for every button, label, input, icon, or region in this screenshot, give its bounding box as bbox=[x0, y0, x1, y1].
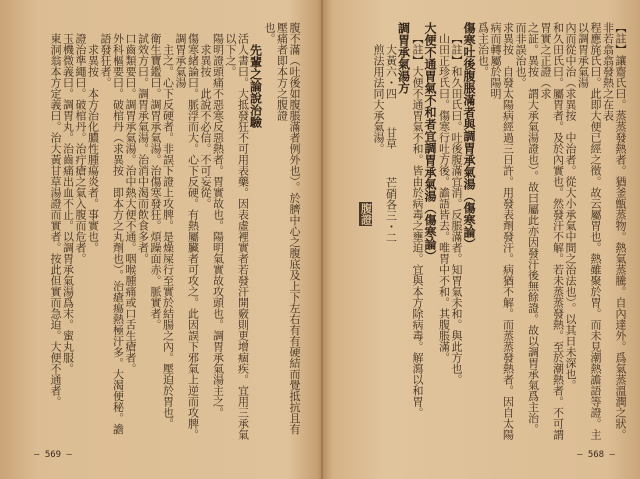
text-column: 求異按 本方治化膿性腫瘍炎者。事實也。 bbox=[86, 44, 100, 253]
text-column: 東洞翁本方定義曰。治大黃甘草湯證而實者。按此但實而急迫。大便不通者。 bbox=[49, 33, 62, 407]
text-column: 證治準繩曰。破棺丹。治疔瘡之氣入腹而危者。 bbox=[74, 33, 87, 264]
text-column: 試效方曰。調胃承氣湯。治消中渴而飲食多者。 bbox=[136, 33, 150, 264]
text-column: 山田正珍氏曰。傷寒行吐方後。譫語皆去。唯胃中不和。其腹脹滿。 bbox=[437, 33, 451, 363]
book-gutter bbox=[321, 0, 323, 479]
text-column: 衛生寶鑑曰。調胃承氣湯。治傷寒發狂。煩躁面赤。脈實者。 bbox=[149, 33, 162, 330]
clause-heading: 傷寒吐後腹脹滿者與調胃承氣湯（傷寒論） bbox=[462, 22, 476, 250]
text-column: 【註】大便不通胃氣不和。皆由於病毒之壅迫。宜與本方除病毒。解瀉以和胃。 bbox=[411, 33, 424, 418]
text-column: 求異按 此說不必信。不可妄從。 bbox=[199, 44, 212, 209]
text-column: 【註】和久田氏曰。吐後腹滿宜消。反脹滿者。知胃氣未和。與此方也。 bbox=[450, 33, 463, 385]
ingredient-dahuang: 大黃六・四 bbox=[384, 44, 398, 99]
text-column: 主之。心下反硬者。非誤下證上攻脾。是燥屎行至實於結腸之內。壓迫於胃也。 bbox=[161, 44, 175, 429]
text-column: 求異按 自發太陽病經過三日許。用發表劑發汗。病猶不解。而蒸蒸發熱者。因自太陽病而轉屬於陽明 bbox=[489, 22, 515, 440]
formula-title: 調胃承氣湯方 bbox=[396, 22, 411, 94]
clause-heading: 大便不通胃氣不和者宜調胃承氣湯（傷寒論） bbox=[423, 22, 437, 262]
text-column: 口齒類要曰。調胃承氣湯。治中熱大便不通。咽喉腫痛或口舌生瘡者。 bbox=[124, 33, 137, 374]
text-column: 內而從中治（求異按 中治者。從大小承氣中間之治法也）。以其日未深也。 bbox=[564, 22, 577, 391]
page-number: — 568 — bbox=[577, 450, 615, 460]
text-column: 陽明證頭痛不惡寒反惡熱者。胃實故也。陽明氣實故攻頭也。調胃承氣湯主之。 bbox=[211, 33, 225, 418]
text-column: 外科樞要曰。破棺丹（求異按 即本方之丸劑也）。治瘡瘍熱極汗多。大渴便秘。譫語發狂者。 bbox=[99, 33, 125, 435]
ingredient-gancao: 甘草 bbox=[384, 127, 398, 149]
text-column: 玉機微義曰。調胃丸。治齒痛出血不止。以調胃承氣湯爲末。蜜丸服。 bbox=[61, 33, 75, 374]
text-column: 爲主治也。 bbox=[476, 22, 490, 77]
text-column: 也。 bbox=[263, 22, 276, 44]
text-column: 之証。異按 謂大承氣湯證也）。故曰屬此亦因發汗後無餘證。故以調胃承氣爲主治。而非誤治也。 bbox=[514, 22, 540, 435]
text-column: 活人書曰。大抵發狂不可用表藥。因表虛裡實者若發汗開竅則更增痼疾。宜用三承氣以下之。 bbox=[224, 33, 250, 440]
ingredient-mangxiao: 芒硝各三・二 bbox=[384, 177, 398, 243]
text-column: 腹不滿（吐後如腹脹滿者例外也）。於臍中心之腹底及上下左右有有硬結而覺抵抗且有壓痛者即本方之腹證 bbox=[275, 22, 301, 435]
right-page bbox=[330, 22, 626, 440]
abdominal-sign-heading: 腹證 bbox=[359, 203, 373, 225]
text-column: 傷寒緒論曰。脈浮而大。心下反硬。有熱屬臟者可攻之。此因誤下邪氣上逆而攻脾。調胃承氣湯 bbox=[174, 33, 200, 440]
ingredients-line bbox=[384, 22, 397, 440]
text-column: 【註】讓齋氏曰。蒸蒸發熱者。猶釜甑蒸物。熱氣蒸騰。自內達外。爲氣蒸溫潤之狀。非若翕翕發熱之在表 bbox=[601, 22, 627, 440]
page-number: — 569 — bbox=[34, 450, 72, 460]
abdominal-sign-row bbox=[359, 22, 372, 440]
text-column: 和久田氏曰。屬胃者。及於內實也。然發汗不解。若未蒸蒸發熱。至於潮熱者。不可謂胃實之正證（求 bbox=[539, 22, 565, 440]
text-column: 煎法用法同大承氣湯。 bbox=[372, 44, 385, 154]
section-heading: 先輩之論說治驗 bbox=[248, 44, 263, 128]
left-page bbox=[14, 22, 300, 440]
text-column: 程應旄氏曰。此即大便已經之徵。故云屬胃也。熱雖聚於胃。而未見潮熱譫語等證。主以調胃承氣湯 bbox=[576, 22, 602, 440]
